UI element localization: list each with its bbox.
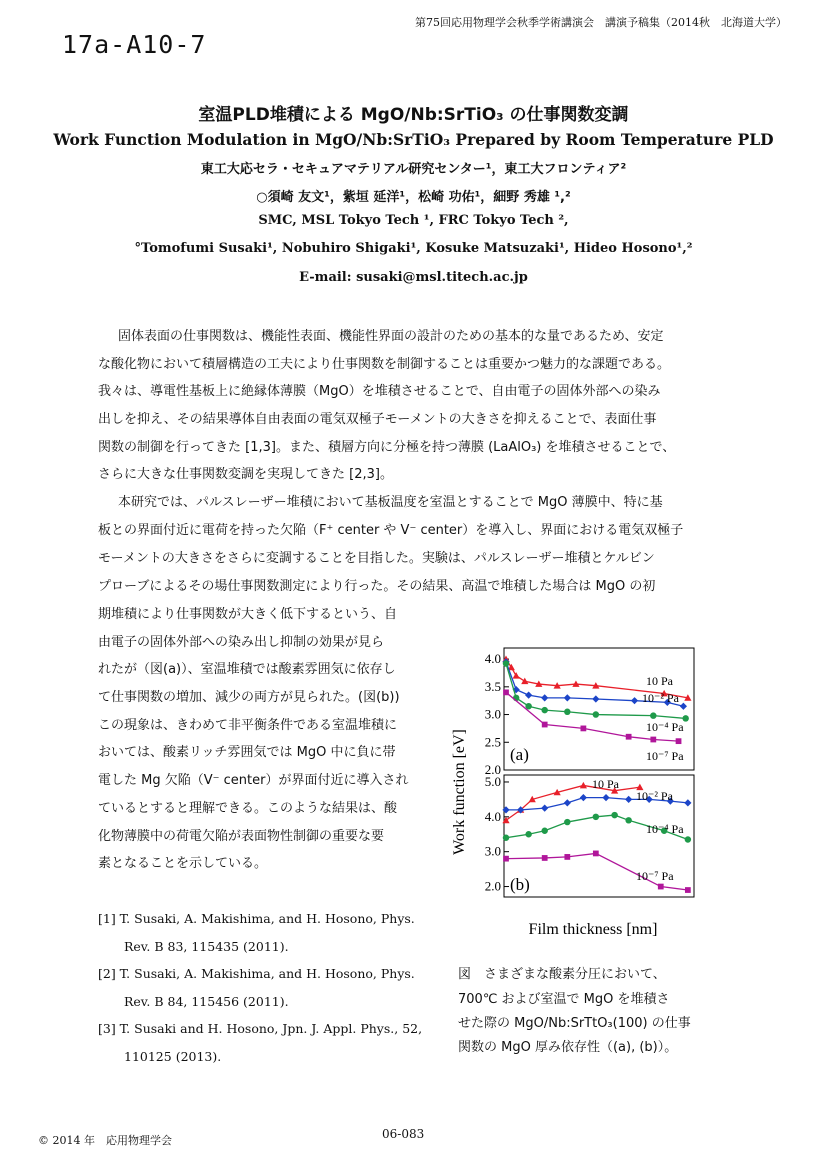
data-point <box>658 884 664 890</box>
reference-line: 110125 (2013). <box>124 1049 222 1064</box>
data-point <box>602 794 609 801</box>
figure-caption-line: せた際の MgO/Nb:SrTtO₃(100) の仕事 <box>458 1016 691 1031</box>
data-point <box>541 694 548 701</box>
y-tick-label: 3.5 <box>484 678 501 694</box>
data-point <box>684 799 691 806</box>
body-text-line: モーメントの大きさをさらに変調することを目指した。実験は、パルスレーザー堆積とケルビン <box>98 551 655 566</box>
body-text-line: 期堆積により仕事関数が大きく低下するという、自 <box>98 607 398 622</box>
work-function-figure <box>450 640 710 940</box>
reference-line: Rev. B 83, 115435 (2011). <box>124 939 289 954</box>
data-point <box>503 689 509 695</box>
series-label: 10⁻² Pa <box>642 691 679 705</box>
series-label: 10⁻⁴ Pa <box>646 720 684 734</box>
data-point <box>626 734 632 740</box>
data-point <box>503 835 509 841</box>
body-text-line: 出しを抑え、その結果導体自由表面の電気双極子モーメントの大きさを抑えることで、表面仕事 <box>98 412 657 427</box>
title-japanese: 室温PLD堆積による MgO/Nb:SrTiO₃ の仕事関数変調 <box>198 105 629 125</box>
figure-caption-line: 700℃ および室温で MgO を堆積さ <box>458 992 670 1007</box>
data-point <box>503 856 509 862</box>
body-text-line: ているとすると理解できる。このような結果は、酸 <box>98 801 398 816</box>
email: E-mail: susaki@msl.titech.ac.jp <box>299 270 528 285</box>
body-text-line: プローブによるその場仕事関数測定により行った。その結果、高温で堆積した場合は MgO の初 <box>98 579 656 594</box>
data-point <box>650 737 656 743</box>
y-tick-label: 2.5 <box>484 734 501 750</box>
data-point <box>564 709 570 715</box>
data-point <box>564 799 571 806</box>
body-text-line: 化物薄膜中の荷電欠陥が表面物性制御の重要な要 <box>98 829 385 844</box>
y-axis-label: Work function [eV] <box>451 729 468 855</box>
y-tick-label: 3.0 <box>484 843 501 859</box>
body-text-line: 由電子の固体外部への染み出し抑制の効果が見ら <box>98 635 385 650</box>
data-point <box>542 722 548 728</box>
authors-english: °Tomofumi Susaki¹, Nobuhiro Shigaki¹, Kosuke Matsuzaki¹, Hideo Hosono¹,² <box>134 241 693 256</box>
series-label: 10⁻⁷ Pa <box>636 869 674 883</box>
data-point <box>625 817 631 823</box>
footer-copyright: © 2014 年 応用物理学会 <box>38 1134 172 1147</box>
data-point <box>564 819 570 825</box>
reference-item <box>98 1015 438 1071</box>
data-point <box>564 694 571 701</box>
series-label: 10⁻² Pa <box>636 789 673 803</box>
series-label: 10⁻⁷ Pa <box>646 749 684 763</box>
reference-line: [1] T. Susaki, A. Makishima, and H. Hosono, Phys. <box>98 911 415 926</box>
data-point <box>564 854 570 860</box>
body-text-line: 板との界面付近に電荷を持った欠陥（F⁺ center や V⁻ center）を導入し、界面における電気双極子 <box>98 523 684 538</box>
data-point <box>592 695 599 702</box>
y-tick-label: 2.0 <box>484 878 501 894</box>
body-text-line: おいては、酸素リッチ雰囲気では MgO 中に負に帯 <box>98 745 396 760</box>
data-point <box>593 711 599 717</box>
conference-header: 第75回応用物理学会秋季学術講演会 講演予稿集（2014秋 北海道大学） <box>415 16 787 29</box>
data-point <box>502 806 509 813</box>
data-point <box>625 796 632 803</box>
body-text-line: て仕事関数の増加、減少の両方が見られた。(図(b)) <box>98 690 400 705</box>
data-point <box>541 805 548 812</box>
data-point <box>525 692 532 699</box>
reference-line: Rev. B 84, 115456 (2011). <box>124 994 289 1009</box>
data-point <box>521 678 528 684</box>
body-text-line: れたが（図(a)）、室温堆積では酸素雰囲気に依存し <box>98 662 396 677</box>
affiliation-english: SMC, MSL Tokyo Tech ¹, FRC Tokyo Tech ², <box>258 213 569 228</box>
body-text-line: この現象は、きわめて非平衡条件である室温堆積に <box>98 718 398 733</box>
data-point <box>676 738 682 744</box>
reference-line: [3] T. Susaki and H. Hosono, Jpn. J. Appl. Phys., 52, <box>98 1021 423 1036</box>
data-point <box>593 851 599 857</box>
data-point <box>502 817 509 823</box>
data-point <box>685 836 691 842</box>
data-point <box>580 782 587 788</box>
data-point <box>513 672 520 678</box>
data-point <box>541 828 547 834</box>
series-label: 10 Pa <box>646 674 673 688</box>
body-text-line: さらに大きな仕事関数変調を実現してきた [2,3]。 <box>98 467 393 482</box>
data-point <box>503 660 509 666</box>
x-axis-label: Film thickness [nm] <box>528 921 658 938</box>
reference-item <box>98 905 438 961</box>
data-point <box>631 697 638 704</box>
data-point <box>680 703 687 710</box>
data-point <box>581 726 587 732</box>
data-point <box>685 887 691 893</box>
data-point <box>541 707 547 713</box>
series-label: 10⁻⁴ Pa <box>646 822 684 836</box>
body-text-line: 関数の制御を行ってきた [1,3]。また、積層方向に分極を持つ薄膜 (LaAlO₃) を堆積させることで、 <box>98 440 676 455</box>
body-text-line: 本研究では、パルスレーザー堆積において基板温度を室温とすることで MgO 薄膜中、特に基 <box>118 495 663 510</box>
body-text-line: 素となることを示している。 <box>98 856 268 871</box>
body-text-line: 我々は、導電性基板上に絶縁体薄膜（MgO）を堆積させることで、自由電子の固体外部への染み <box>98 384 661 399</box>
series-line <box>506 785 640 820</box>
figure-caption-line: 関数の MgO 厚み依存性（(a), (b)）。 <box>458 1040 678 1055</box>
chart-panel-a <box>485 648 694 777</box>
body-text-line: 固体表面の仕事関数は、機能性表面、機能性界面の設計のための基本的な量であるため、安定 <box>118 329 664 344</box>
authors-japanese: ○須崎 友文¹，紫垣 延洋¹，松崎 功佑¹，細野 秀雄 ¹,² <box>256 190 571 205</box>
title-english: Work Function Modulation in MgO/Nb:SrTiO₃ Prepared by Room Temperature PLD <box>53 130 774 149</box>
body-text-line: 電した Mg 欠陥（V⁻ center）が界面付近に導入され <box>98 773 409 788</box>
affiliation-japanese: 東工大応セラ・セキュアマテリアル研究センター¹，東工大フロンティア² <box>200 162 627 177</box>
session-id: 17a-A10-7 <box>62 30 207 59</box>
data-point <box>650 712 656 718</box>
y-tick-label: 2.0 <box>484 762 501 777</box>
series-label: 10 Pa <box>592 777 619 791</box>
y-tick-label: 4.0 <box>484 808 501 824</box>
reference-item <box>98 960 438 1016</box>
data-point <box>593 814 599 820</box>
panel-label: (b) <box>510 875 530 894</box>
body-text-line: な酸化物において積層構造の工夫により仕事関数を制御することは重要かつ魅力的な課題である。 <box>98 357 671 372</box>
reference-line: [2] T. Susaki, A. Makishima, and H. Hosono, Phys. <box>98 966 415 981</box>
data-point <box>611 812 617 818</box>
chart-panel-b <box>485 774 694 897</box>
data-point <box>525 831 531 837</box>
y-tick-label: 4.0 <box>484 651 501 667</box>
data-point <box>542 855 548 861</box>
figure-caption-line: 図 さまざまな酸素分圧において、 <box>458 967 666 982</box>
footer-page-number: 06-083 <box>382 1127 425 1141</box>
y-tick-label: 3.0 <box>484 706 501 722</box>
data-point <box>580 794 587 801</box>
y-tick-label: 5.0 <box>484 773 501 789</box>
panel-label: (a) <box>510 745 529 764</box>
